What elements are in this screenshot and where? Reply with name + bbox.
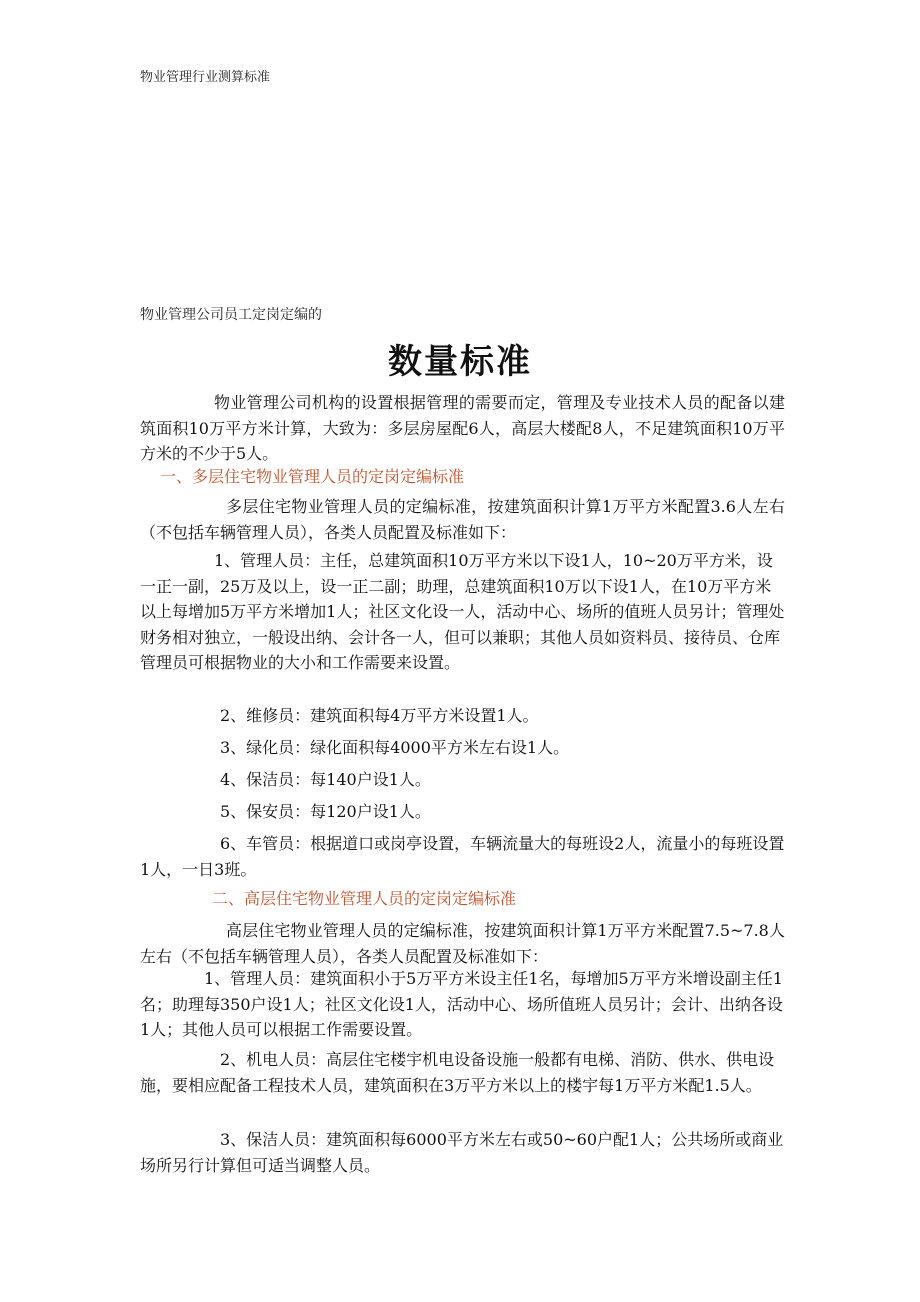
section-2-heading: 二、高层住宅物业管理人员的定岗定编标准 (212, 889, 517, 908)
section-1-lead: 多层住宅物业管理人员的定编标准，按建筑面积计算1万平方米配置3.6人左右（不包括车辆管理人员），各类人员配置及标准如下： (140, 497, 785, 542)
section-1-item-2: 2、维修员：建筑面积每4万平方米设置1人。 (220, 706, 539, 725)
document-title: 数量标准 (388, 342, 532, 382)
section-2-lead: 高层住宅物业管理人员的定编标准，按建筑面积计算1万平方米配置7.5~7.8人左右（不包括车辆管理人员），各类人员配置及标准如下： (140, 921, 785, 966)
section-1-item-5: 5、保安员：每120户设1人。 (220, 802, 431, 821)
document-subtitle: 物业管理公司员工定岗定编的 (140, 307, 322, 323)
section-1-item-1: 1、管理人员：主任，总建筑面积10万平方米以下设1人，10~20万平方米，设一正一副，25万及以上，设一正二副；助理，总建筑面积10万以下设1人，在10万平方米以上每增加5万平方米增加1人；社区文化设一人，活动中心、场所的值班人员另计；管理处财务相对独立，一般设出纳、会计各一人，但可以兼职；其他人员如资料员、接待员、仓库管理员可根据物业的大小和工作需要来设置。 (140, 551, 785, 672)
section-2-item-1: 1、管理人员：建筑面积小于5万平方米设主任1名，每增加5万平方米增设副主任1名；助理每350户设1人；社区文化设1人，活动中心、场所值班人员另计；会计、出纳各设1人；其他人员可以根据工作需要设置。 (140, 969, 783, 1039)
section-2-item-2: 2、机电人员：高层住宅楼宇机电设备设施一般都有电梯、消防、供水、供电设施，要相应配备工程技术人员，建筑面积在3万平方米以上的楼宇每1万平方米配1.5人。 (140, 1050, 775, 1095)
section-1-item-4: 4、保洁员：每140户设1人。 (220, 770, 431, 789)
intro-paragraph: 物业管理公司机构的设置根据管理的需要而定，管理及专业技术人员的配备以建筑面积10万平方米计算，大致为：多层房屋配6人，高层大楼配8人，不足建筑面积10万平方米的不少于5人。 (140, 393, 785, 463)
section-1-item-3: 3、绿化员：绿化面积每4000平方米左右设1人。 (220, 738, 570, 757)
section-1-item-6: 6、车管员：根据道口或岗亭设置，车辆流量大的每班设2人，流量小的每班设置1人，一日3班。 (140, 834, 785, 879)
section-2-item-3: 3、保洁人员：建筑面积每6000平方米左右或50~60户配1人；公共场所或商业场所另行计算但可适当调整人员。 (140, 1130, 784, 1175)
page-header: 物业管理行业测算标准 (140, 70, 271, 85)
section-1-heading: 一、多层住宅物业管理人员的定岗定编标准 (160, 467, 465, 486)
